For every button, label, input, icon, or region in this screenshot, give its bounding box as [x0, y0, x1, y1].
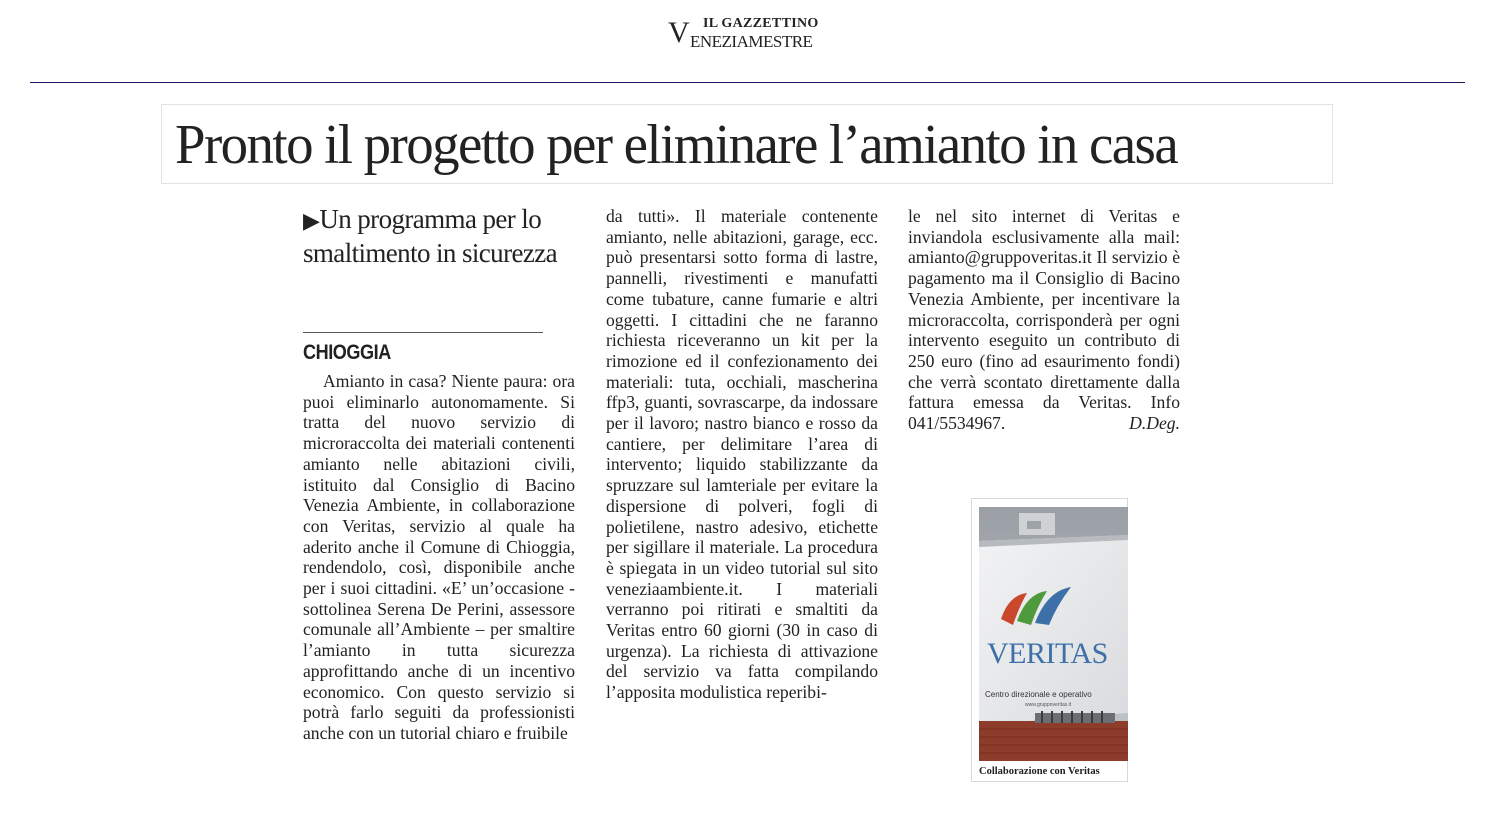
masthead-initial: V	[668, 16, 690, 49]
masthead-bottom-line: ENEZIAMESTRE	[690, 32, 813, 51]
subhead-divider	[303, 332, 543, 333]
masthead-logo	[668, 16, 828, 50]
veritas-logo-text: VERITAS	[987, 637, 1108, 670]
building-sign-text: Centro direzionale e operativo	[985, 690, 1092, 699]
article-column-1	[303, 371, 575, 744]
column-3-paragraph	[908, 206, 1180, 434]
article-subhead	[303, 203, 563, 270]
article-column-2	[606, 206, 878, 703]
author-signature: D.Deg.	[1129, 413, 1180, 434]
subhead-text: Un programma per lo smaltimento in sicurezza	[303, 204, 558, 268]
column-2-text: da tutti». Il materiale contenente amianto, nelle abitazioni, garage, ecc. può presentarsi sotto forma di lastre, pannelli, rivestimenti e manufatti come tubature, canne fumarie e altri oggetti. I cittadini che ne faranno richiesta riceveranno un kit per la rimozione ed il confezionamento dei materiali: tuta, occhiali, mascherina ffp3, guanti, sovrascarpe, da indossare per il lavoro; nastro bianco e rosso da cantiere, per delimitare l’area di intervento; liquido stabilizzante da spruzzare sul lamteriale per evitare la dispersione di polveri, fogli di polietilene, nastro adesivo, etichette per sigillare il materiale. La procedura è spiegata in un video tutorial sul sito veneziaambiente.it. I materiali verranno poi ritirati e smaltiti da Veritas entro 60 giorni (30 in caso di urgenza). La richiesta di attivazione del servizio va fatta compilando l’apposita modulistica reperibi-	[606, 206, 878, 703]
article-column-3	[908, 206, 1180, 434]
header-rule	[30, 82, 1465, 83]
location-kicker: CHIOGGIA	[303, 341, 391, 364]
building-sign-url: www.gruppoveritas.it	[1025, 702, 1072, 708]
masthead-top-line: IL GAZZETTINO	[703, 16, 819, 31]
article-headline: Pronto il progetto per eliminare l’amianto in casa	[175, 114, 1178, 176]
veritas-building-photo	[979, 507, 1128, 761]
column-1-text: Amianto in casa? Niente paura: ora puoi eliminarlo autonomamente. Si tratta del nuovo servizio di microraccolta dei materiali contenenti amianto nelle abitazioni civili, istituito dal Consiglio di Bacino Venezia Ambiente, in collaborazione con Veritas, servizio al quale ha aderito anche il Comune di Chioggia, rendendolo, così, disponibile anche per i suoi cittadini. «E’ un’occasione - sottolinea Serena De Perini, assessore comunale all’Ambiente – per smaltire l’amianto in tutta sicurezza approfittando anche di un incentivo economico. Con questo servizio si potrà farlo seguiti da professionisti anche con un tutorial chiaro e fruibile	[303, 371, 575, 743]
photo-caption: Collaborazione con Veritas	[979, 766, 1100, 777]
column-3-text: le nel sito internet di Veritas e inviandola esclusivamente alla mail: amianto@gruppoveritas.it Il servizio è pagamento ma il Consiglio di Bacino Venezia Ambiente, per incentivare la microraccolta, corrisponderà per ogni intervento eseguito un contributo di 250 euro (fino ad esaurimento fondi) che verrà scontato direttamente dalla fattura emessa da Veritas. Info 041/5534967.	[908, 206, 1180, 434]
subhead-marker-icon: ▶	[303, 208, 320, 233]
